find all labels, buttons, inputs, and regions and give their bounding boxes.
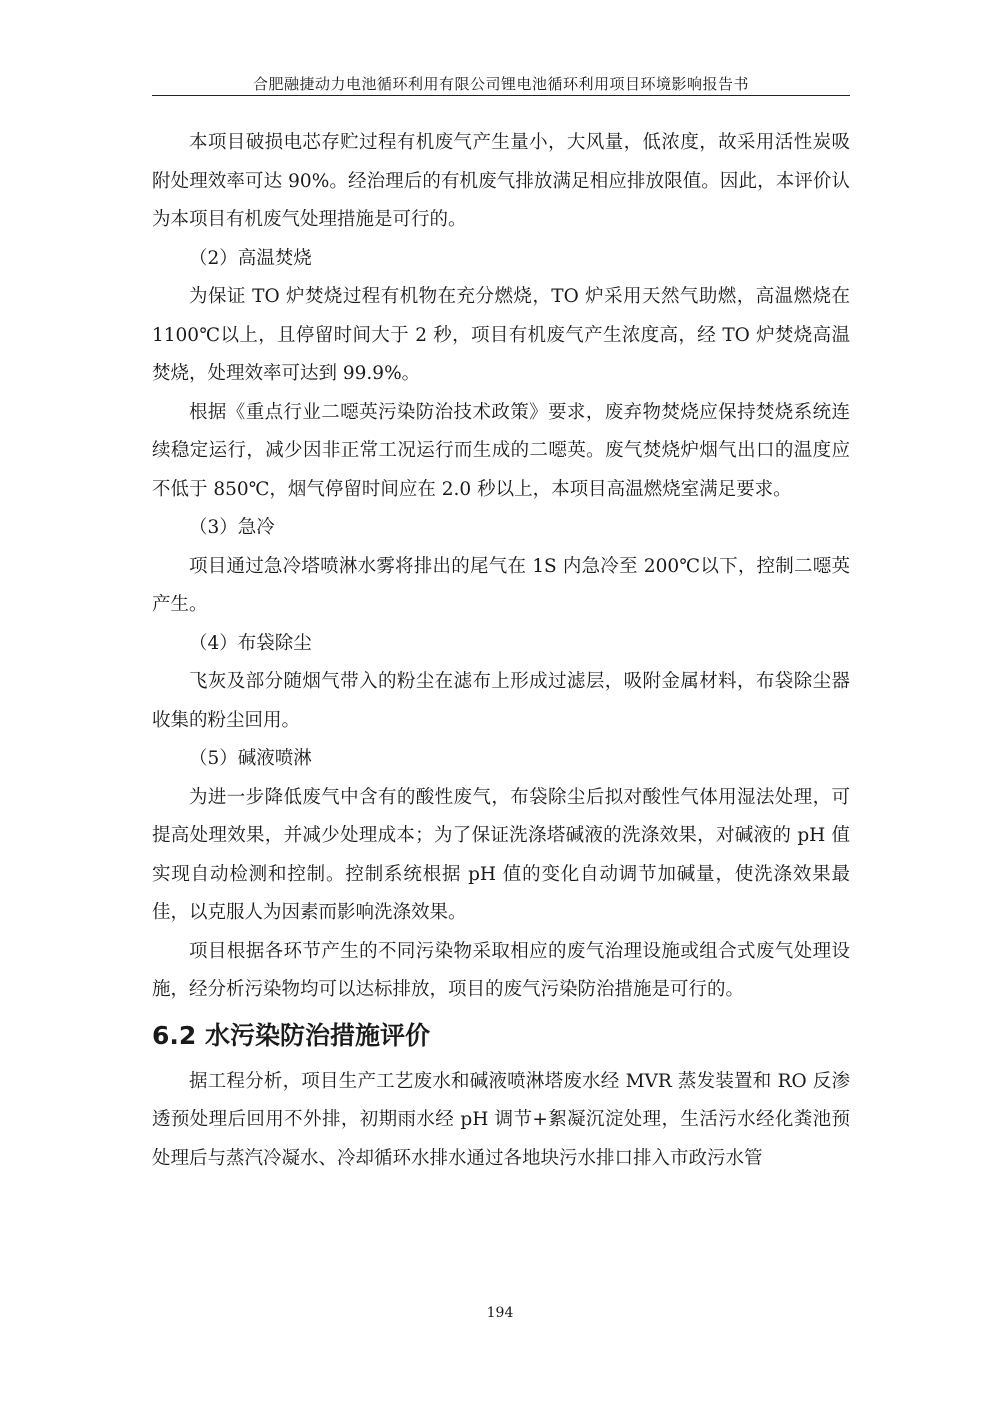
paragraph-baghouse: 飞灰及部分随烟气带入的粉尘在滤布上形成过滤层，吸附金属材料，布袋除尘器收集的粉尘回用。 bbox=[152, 671, 850, 731]
page-content bbox=[152, 124, 850, 1178]
paragraph-dioxin-policy: 根据《重点行业二噁英污染防治技术政策》要求，废弃物焚烧应保持焚烧系统连续稳定运行，减少因非正常工况运行而生成的二噁英。废气焚烧炉烟气出口的温度应不低于 850℃，烟气停留时间应在 2.0 秒以上，本项目高温燃烧室满足要求。 bbox=[152, 401, 850, 500]
section-heading-6-2: 6.2 水污染防治措施评价 bbox=[152, 1020, 430, 1050]
subheading-incineration: （2）高温焚烧 bbox=[189, 247, 312, 269]
subheading-quench: （3）急冷 bbox=[189, 517, 275, 538]
page-number: 194 bbox=[486, 1305, 514, 1321]
subheading-baghouse: （4）布袋除尘 bbox=[189, 632, 312, 654]
paragraph-alkali-spray: 为进一步降低废气中含有的酸性废气，布袋除尘后拟对酸性气体用湿法处理，可提高处理效果，并减少处理成本；为了保证洗涤塔碱液的洗涤效果，对碱液的 pH 值实现自动检测和控制。控制系统根据 pH 值的变化自动调节加碱量，使洗涤效果最佳，以克服人为因素而影响洗涤效果。 bbox=[152, 786, 850, 923]
paragraph-activated-carbon: 本项目破损电芯存贮过程有机废气产生量小，大风量，低浓度，故采用活性炭吸附处理效率可达 90%。经治理后的有机废气排放满足相应排放限值。因此，本评价认为本项目有机废气处理措施是可行的。 bbox=[152, 132, 850, 230]
paragraph-incineration-temperature: 为保证 TO 炉焚烧过程有机物在充分燃烧，TO 炉采用天然气助燃，高温燃烧在 1100℃以上，且停留时间大于 2 秒，项目有机废气产生浓度高，经 TO 炉焚烧高温焚烧，处理效率可达到 99.9%。 bbox=[152, 286, 850, 384]
page-header-title: 合肥融捷动力电池循环利用有限公司锂电池循环利用项目环境影响报告书 bbox=[252, 75, 749, 93]
paragraph-quench: 项目通过急冷塔喷淋水雾将排出的尾气在 1S 内急冷至 200℃以下，控制二噁英产生。 bbox=[152, 555, 850, 615]
paragraph-water-treatment: 据工程分析，项目生产工艺废水和碱液喷淋塔废水经 MVR 蒸发装置和 RO 反渗透预处理后回用不外排，初期雨水经 pH 调节+絮凝沉淀处理，生活污水经化粪池预处理后与蒸汽冷凝水、冷却循环水排水通过各地块污水排口排入市政污水管 bbox=[152, 1070, 850, 1169]
header-divider bbox=[152, 95, 850, 96]
subheading-alkali-spray: （5）碱液喷淋 bbox=[189, 748, 312, 769]
paragraph-gas-summary: 项目根据各环节产生的不同污染物采取相应的废气治理设施或组合式废气处理设施，经分析污染物均可以达标排放，项目的废气污染防治措施是可行的。 bbox=[152, 940, 850, 1000]
